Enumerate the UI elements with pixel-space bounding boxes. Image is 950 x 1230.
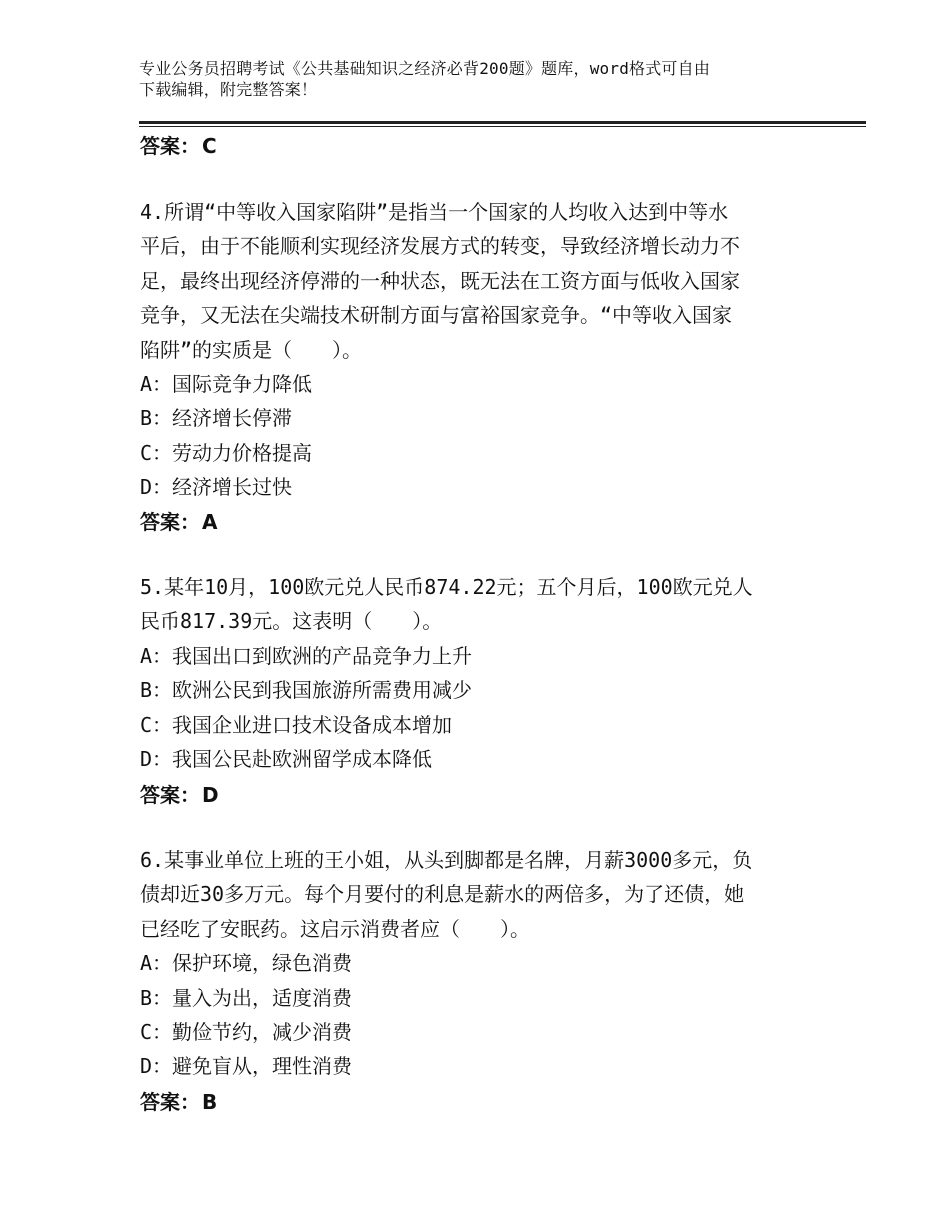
header-rule-thin <box>139 126 866 127</box>
answer-label: 答案： <box>140 783 200 807</box>
option-d: D：我国公民赴欧洲留学成本降低 <box>140 747 433 772</box>
question-text-line: 民币817.39元。这表明（ ）。 <box>140 609 443 634</box>
header-rule <box>139 121 866 124</box>
header-line: 专业公务员招聘考试《公共基础知识之经济必背200题》题库，word格式可自由 <box>139 59 711 78</box>
answer-6 <box>140 1086 217 1115</box>
option-b: B：经济增长停滞 <box>140 406 293 431</box>
question-6 <box>140 843 830 1084</box>
option-c: C：劳动力价格提高 <box>140 440 313 465</box>
answer-value: D <box>202 783 219 807</box>
question-text-line: 平后，由于不能顺利实现经济发展方式的转变，导致经济增长动力不 <box>140 234 740 259</box>
question-text-line: 陷阱”的实质是（ ）。 <box>140 337 363 362</box>
question-5 <box>140 570 830 776</box>
question-4 <box>140 195 830 505</box>
answer-label: 答案： <box>140 134 200 158</box>
answer-value: C <box>202 134 217 158</box>
answer-label: 答案： <box>140 1090 200 1114</box>
answer-label: 答案： <box>140 510 200 534</box>
option-a: A：我国出口到欧洲的产品竞争力上升 <box>140 643 473 668</box>
question-text-line: 足，最终出现经济停滞的一种状态，既无法在工资方面与低收入国家 <box>140 268 740 293</box>
answer-value: A <box>202 510 218 534</box>
question-text-line: 5.某年10月，100欧元兑人民币874.22元；五个月后，100欧元兑人 <box>140 575 753 599</box>
question-text-line: 竞争，又无法在尖端技术研制方面与富裕国家竞争。“中等收入国家 <box>140 303 733 328</box>
option-d: D：避免盲从，理性消费 <box>140 1054 353 1079</box>
previous-answer <box>140 130 217 159</box>
option-c: C：我国企业进口技术设备成本增加 <box>140 712 453 737</box>
option-b: B：量入为出，适度消费 <box>140 985 353 1010</box>
option-b: B：欧洲公民到我国旅游所需费用减少 <box>140 678 473 703</box>
question-text-line: 已经吃了安眠药。这启示消费者应（ ）。 <box>140 916 530 941</box>
option-d: D：经济增长过快 <box>140 475 293 500</box>
answer-4 <box>140 506 217 535</box>
page-header <box>139 58 819 100</box>
question-text-line: 4.所谓“中等收入国家陷阱”是指当一个国家的人均收入达到中等水 <box>140 200 729 224</box>
option-a: A：保护环境，绿色消费 <box>140 951 353 976</box>
question-text-line: 6.某事业单位上班的王小姐，从头到脚都是名牌，月薪3000多元，负 <box>140 848 753 872</box>
question-text-line: 债却近30多万元。每个月要付的利息是薪水的两倍多，为了还债，她 <box>140 882 745 907</box>
header-line: 下载编辑，附完整答案！ <box>139 80 318 99</box>
option-c: C：勤俭节约，减少消费 <box>140 1020 353 1045</box>
answer-5 <box>140 779 219 808</box>
answer-value: B <box>202 1090 218 1114</box>
option-a: A：国际竞争力降低 <box>140 372 313 397</box>
